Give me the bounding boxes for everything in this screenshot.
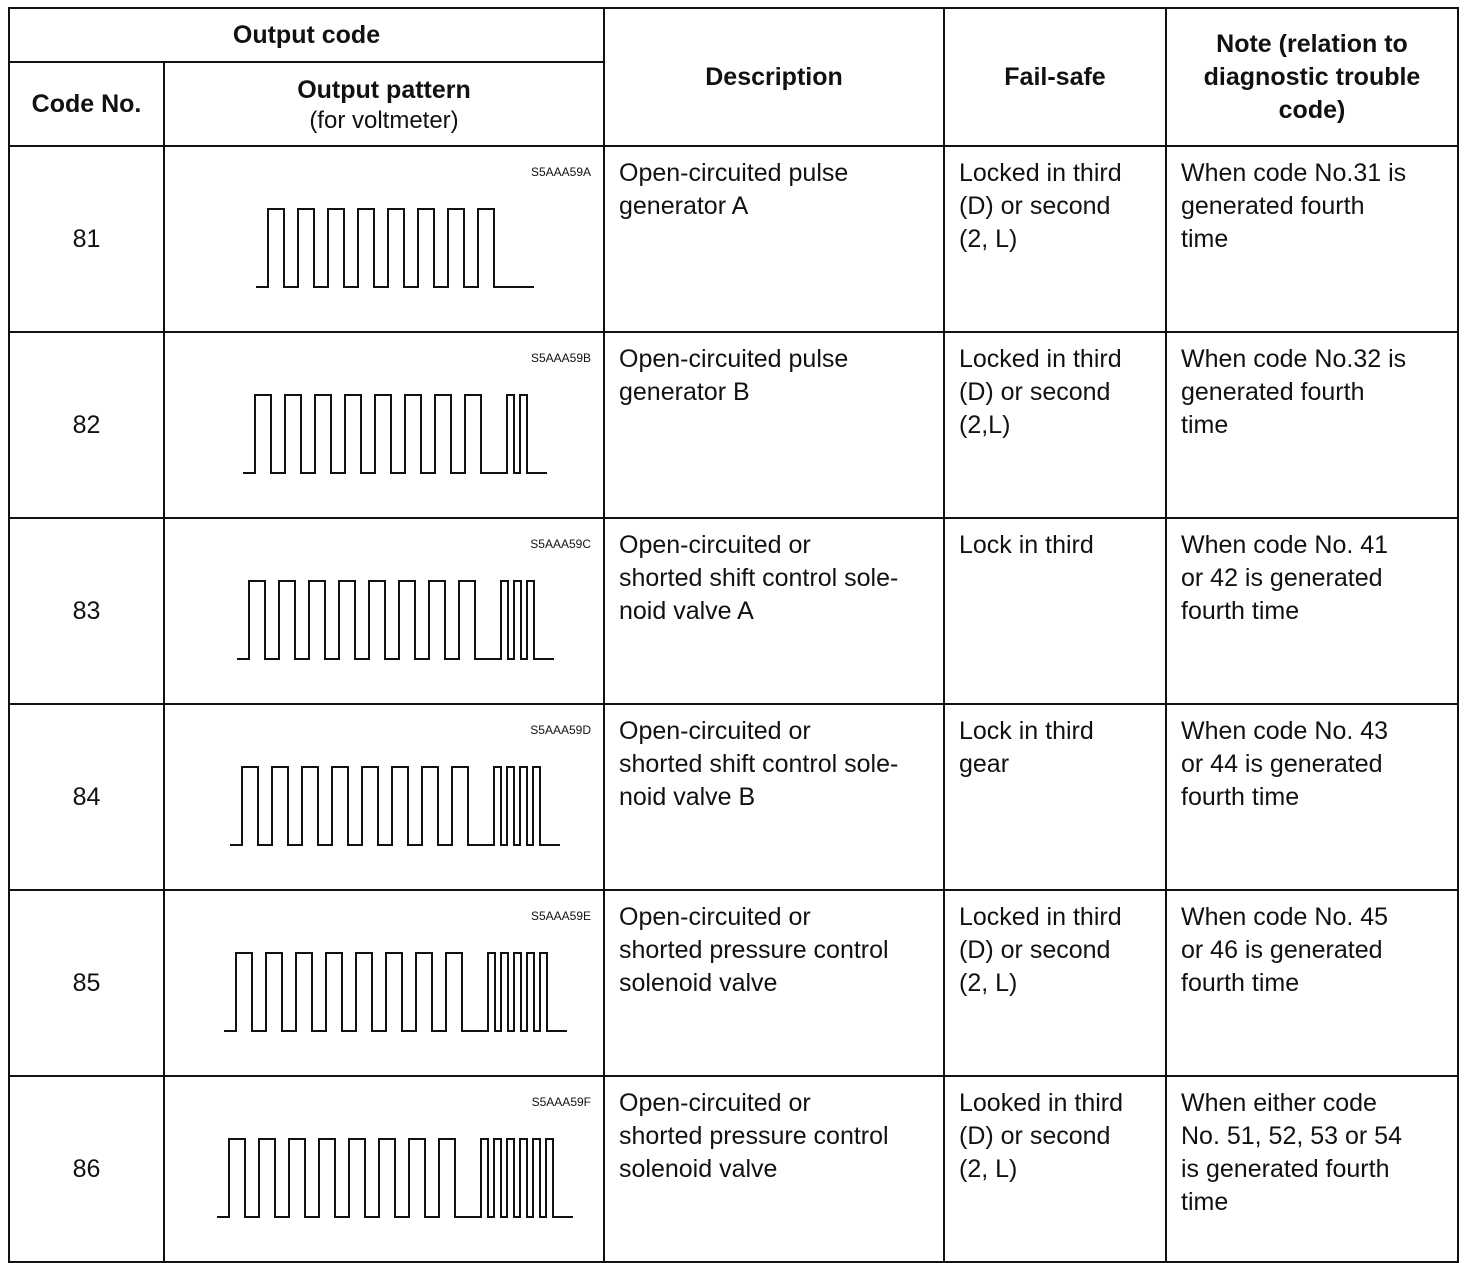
- output-pattern-cell: [164, 518, 604, 704]
- figure-id: S5AAA59F: [531, 1095, 591, 1109]
- fail-safe-text: Locked in third (D) or second (2, L): [944, 890, 1166, 1076]
- pulse-trace: [256, 209, 534, 287]
- output-pattern-cell: [164, 332, 604, 518]
- header-output-pattern-sub: (for voltmeter): [309, 106, 459, 134]
- output-pattern-waveform: [165, 705, 605, 879]
- fail-safe-text: Locked in third (D) or second (2,L): [944, 332, 1166, 518]
- table-row: [9, 146, 1458, 332]
- header-code-no: Code No.: [9, 62, 164, 146]
- note-text: When code No.31 is generated fourth time: [1166, 146, 1458, 332]
- code-number: 85: [9, 890, 164, 1076]
- header-fail-safe: Fail-safe: [944, 8, 1166, 146]
- table-row: [9, 704, 1458, 890]
- code-number: 82: [9, 332, 164, 518]
- code-number: 81: [9, 146, 164, 332]
- fail-safe-text: Lock in third gear: [944, 704, 1166, 890]
- table-row: [9, 890, 1458, 1076]
- fail-safe-text: Locked in third (D) or second (2, L): [944, 146, 1166, 332]
- output-pattern-cell: [164, 1076, 604, 1262]
- header-output-pattern-label: Output pattern: [297, 75, 471, 104]
- description-text: Open-circuited or shorted shift control sole- noid valve A: [604, 518, 944, 704]
- output-pattern-waveform: [165, 519, 605, 693]
- description-text: Open-circuited or shorted pressure control solenoid valve: [604, 1076, 944, 1262]
- pulse-trace: [217, 1139, 573, 1217]
- figure-id: S5AAA59A: [530, 165, 591, 179]
- fail-safe-text: Looked in third (D) or second (2, L): [944, 1076, 1166, 1262]
- output-pattern-waveform: [165, 147, 605, 321]
- pulse-trace: [237, 581, 554, 659]
- note-text: When code No. 41 or 42 is generated fourth time: [1166, 518, 1458, 704]
- table-row: [9, 518, 1458, 704]
- output-pattern-waveform: [165, 1077, 605, 1251]
- code-number: 84: [9, 704, 164, 890]
- code-number: 83: [9, 518, 164, 704]
- header-output-pattern: [164, 62, 604, 146]
- note-text: When code No. 45 or 46 is generated fourth time: [1166, 890, 1458, 1076]
- header-description: Description: [604, 8, 944, 146]
- output-pattern-waveform: [165, 333, 605, 507]
- description-text: Open-circuited or shorted shift control sole- noid valve B: [604, 704, 944, 890]
- table-row: [9, 332, 1458, 518]
- header-output-code: Output code: [9, 8, 604, 62]
- figure-id: S5AAA59D: [530, 723, 591, 737]
- output-pattern-cell: [164, 890, 604, 1076]
- output-code-table: [8, 7, 1459, 1263]
- description-text: Open-circuited or shorted pressure control solenoid valve: [604, 890, 944, 1076]
- note-text: When code No.32 is generated fourth time: [1166, 332, 1458, 518]
- header-note: Note (relation to diagnostic trouble code): [1166, 8, 1458, 146]
- description-text: Open-circuited pulse generator B: [604, 332, 944, 518]
- note-text: When code No. 43 or 44 is generated fourth time: [1166, 704, 1458, 890]
- figure-id: S5AAA59C: [530, 537, 591, 551]
- fail-safe-text: Lock in third: [944, 518, 1166, 704]
- pulse-trace: [224, 953, 567, 1031]
- description-text: Open-circuited pulse generator A: [604, 146, 944, 332]
- note-text: When either code No. 51, 52, 53 or 54 is generated fourth time: [1166, 1076, 1458, 1262]
- figure-id: S5AAA59B: [530, 351, 591, 365]
- table-row: [9, 1076, 1458, 1262]
- output-pattern-cell: [164, 704, 604, 890]
- output-pattern-waveform: [165, 891, 605, 1065]
- pulse-trace: [243, 395, 547, 473]
- code-number: 86: [9, 1076, 164, 1262]
- pulse-trace: [230, 767, 560, 845]
- figure-id: S5AAA59E: [530, 909, 591, 923]
- output-pattern-cell: [164, 146, 604, 332]
